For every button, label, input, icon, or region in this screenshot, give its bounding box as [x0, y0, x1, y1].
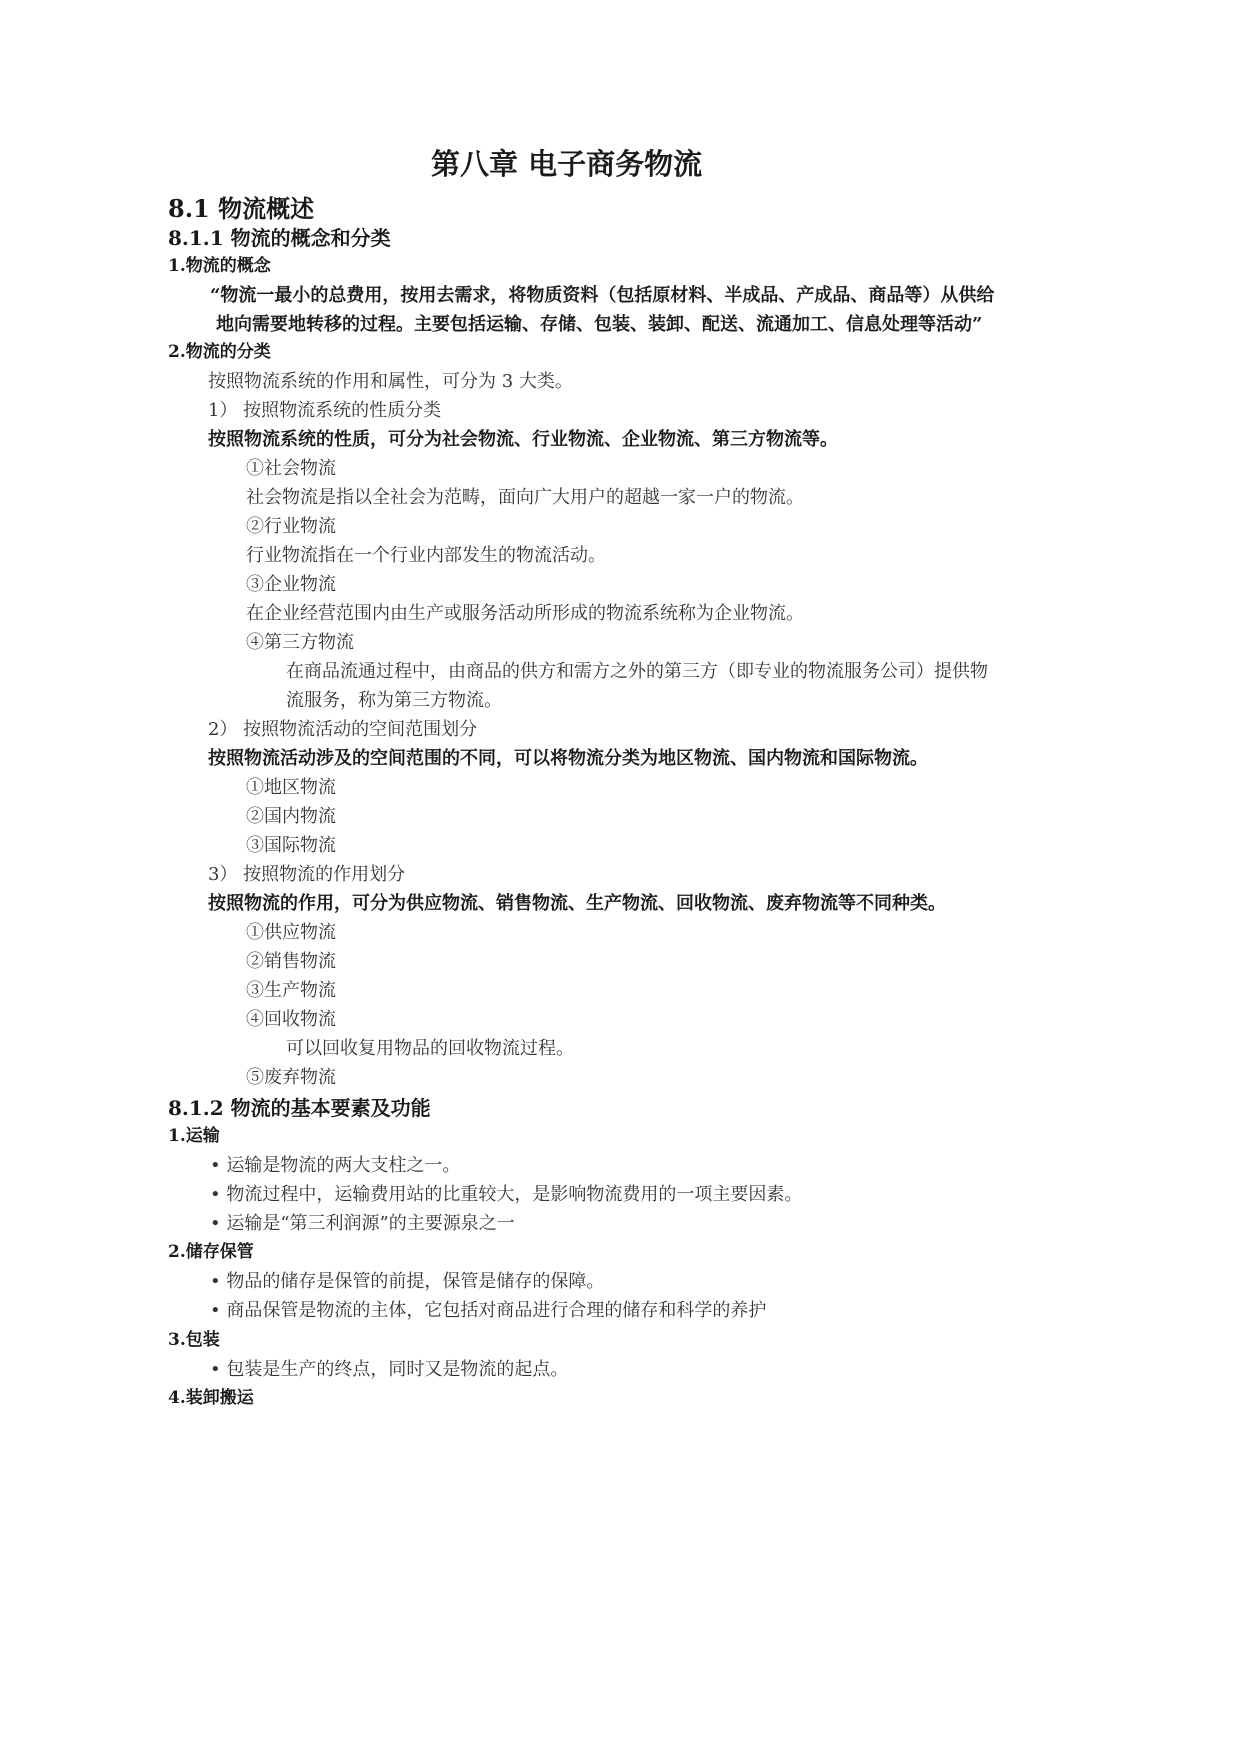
list-item: ①供应物流 — [246, 922, 336, 943]
concept-heading: 1.物流的概念 — [168, 256, 271, 276]
space-summary: 按照物流活动涉及的空间范围的不同，可以将物流分类为地区物流、国内物流和国际物流。 — [208, 748, 928, 769]
bullet-item: • 物品的储存是保管的前提，保管是储存的保障。 — [210, 1271, 605, 1292]
list-item: ④回收物流 — [246, 1009, 336, 1030]
bullet-item: • 商品保管是物流的主体，它包括对商品进行合理的储存和科学的养护 — [210, 1300, 767, 1321]
list-item-description: 流服务，称为第三方物流。 — [286, 690, 502, 711]
classification-heading: 2.物流的分类 — [168, 342, 271, 362]
subsection-heading-8-1-2: 8.1.2 物流的基本要素及功能 — [168, 1096, 431, 1120]
bullet-item: • 运输是物流的两大支柱之一。 — [210, 1155, 461, 1176]
chapter-title: 第八章 电子商务物流 — [431, 147, 703, 181]
storage-heading: 2.储存保管 — [168, 1242, 254, 1262]
list-item: ③国际物流 — [246, 835, 336, 856]
list-item: ⑤废弃物流 — [246, 1067, 336, 1088]
list-item: ③企业物流 — [246, 574, 336, 595]
list-item-description: 可以回收复用物品的回收物流过程。 — [286, 1038, 574, 1059]
packaging-heading: 3.包装 — [168, 1330, 220, 1350]
list-item: ②行业物流 — [246, 516, 336, 537]
list-item-description: 行业物流指在一个行业内部发生的物流活动。 — [246, 545, 606, 566]
list-item: ②国内物流 — [246, 806, 336, 827]
function-heading: 3） 按照物流的作用划分 — [208, 864, 406, 885]
list-item-description: 在商品流通过程中，由商品的供方和需方之外的第三方（即专业的物流服务公司）提供物 — [286, 661, 988, 682]
concept-quote-line: 地向需要地转移的过程。主要包括运输、存储、包装、装卸、配送、流通加工、信息处理等活动” — [216, 314, 983, 335]
nature-summary: 按照物流系统的性质，可分为社会物流、行业物流、企业物流、第三方物流等。 — [208, 429, 838, 450]
list-item-description: 社会物流是指以全社会为范畴，面向广大用户的超越一家一户的物流。 — [246, 487, 804, 508]
list-item: ②销售物流 — [246, 951, 336, 972]
list-item: ③生产物流 — [246, 980, 336, 1001]
bullet-item: • 包装是生产的终点，同时又是物流的起点。 — [210, 1359, 569, 1380]
list-item: ①社会物流 — [246, 458, 336, 479]
list-item: ④第三方物流 — [246, 632, 354, 653]
handling-heading: 4.装卸搬运 — [168, 1388, 254, 1408]
space-heading: 2） 按照物流活动的空间范围划分 — [208, 719, 478, 740]
list-item: ①地区物流 — [246, 777, 336, 798]
subsection-heading-8-1-1: 8.1.1 物流的概念和分类 — [168, 226, 391, 250]
list-item-description: 在企业经营范围内由生产或服务活动所形成的物流系统称为企业物流。 — [246, 603, 804, 624]
section-heading-8-1: 8.1 物流概述 — [168, 194, 315, 223]
classification-intro: 按照物流系统的作用和属性，可分为 3 大类。 — [208, 371, 573, 392]
nature-heading: 1） 按照物流系统的性质分类 — [208, 400, 442, 421]
bullet-item: • 物流过程中，运输费用站的比重较大，是影响物流费用的一项主要因素。 — [210, 1184, 803, 1205]
transport-heading: 1.运输 — [168, 1126, 220, 1146]
concept-quote-line: “物流一最小的总费用，按用去需求，将物质资料（包括原材料、半成品、产成品、商品等）从供给 — [210, 285, 995, 306]
bullet-item: • 运输是“第三利润源”的主要源泉之一 — [210, 1213, 515, 1234]
function-summary: 按照物流的作用，可分为供应物流、销售物流、生产物流、回收物流、废弃物流等不同种类。 — [208, 893, 946, 914]
